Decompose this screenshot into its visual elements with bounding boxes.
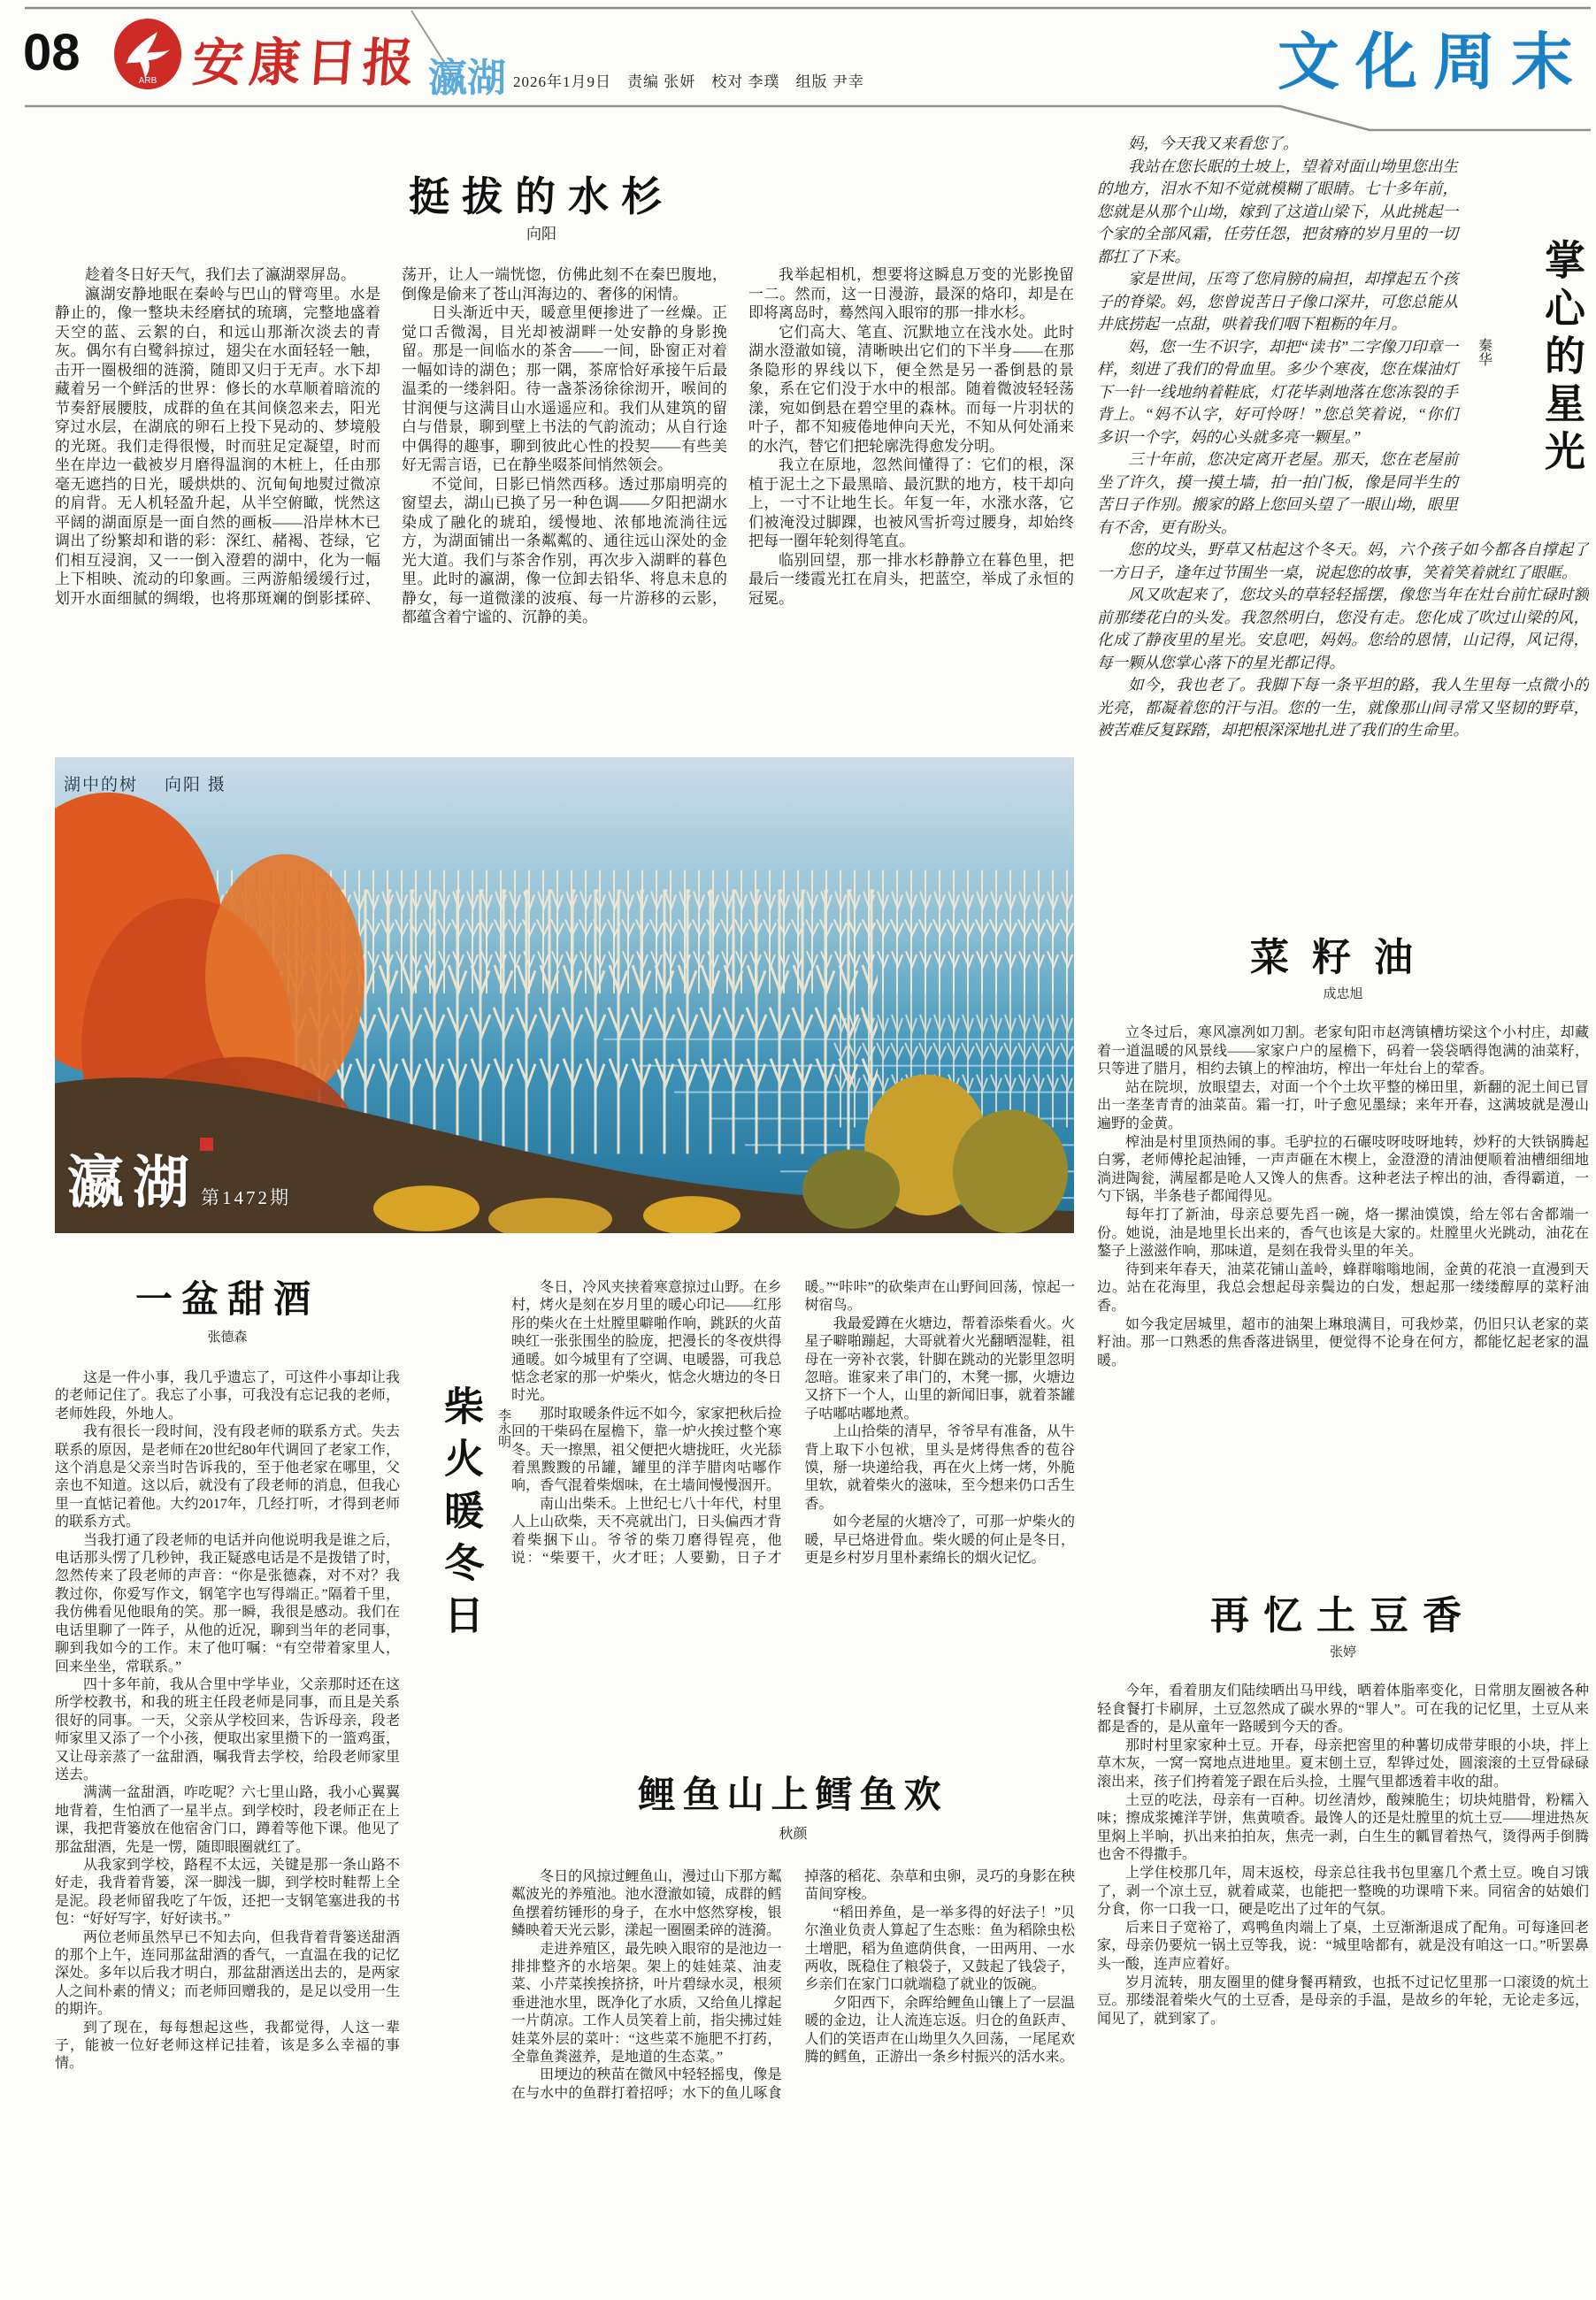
paragraph: 我站在您长眠的土坡上，望着对面山坳里您出生的地方，泪水不知不觉就模糊了眼睛。七十多年前，您就是从那个山坳，嫁到了这道山梁下，从此挑起一个家的全部风霜，任劳任怨，把贫瘠的岁月里的一切都扛了下来。 xyxy=(1097,157,1458,265)
article-author-tudou: 张婷 xyxy=(1329,1645,1356,1660)
paragraph: 田埂边的秧苗在微风中轻轻摇曳，像是在与水中的鱼群打着招呼；水下的鱼儿啄食掉落的稻花、杂草和虫卵，灵巧的身影在秧苗间穿梭。 xyxy=(511,1869,1075,2101)
article-title-shuishan: 挺拔的水杉 xyxy=(409,174,674,219)
paragraph: 每年打了新油，母亲总要先舀一碗，烙一摞油馍馍，给左邻右舍都端一份。她说，油是地里长出来的，香气也该是大家的。灶膛里火光跳动，油花在鏊子上滋滋作响，那味道，是刻在我骨头里的年关。 xyxy=(1097,1207,1589,1260)
paragraph: 如今我定居城里，超市的油架上琳琅满目，可我炒菜，仍旧只认老家的菜籽油。那一口熟悉的焦香落进锅里，便觉得不论身在何方，都能忆起老家的温暖。 xyxy=(1097,1316,1589,1368)
page-number: 08 xyxy=(23,24,81,81)
masthead-name: 安康日报 xyxy=(190,34,421,92)
photo-logo-text: 瀛湖 xyxy=(67,1152,198,1215)
issue-number: 第1472期 xyxy=(201,1187,291,1208)
article-titleblock-zhangxin xyxy=(1458,133,1589,518)
paragraph: 它们高大、笔直、沉默地立在浅水处。此时湖水澄澈如镜，清晰映出它们的下半身——在那条隐形的界线以下，便全然是另一番倒悬的景象，系在它们没于水中的根部。随着微波轻轻荡漾，宛如倒悬在碧空里的森林。而每一片羽状的叶子，都不知疲倦地伸向天光，不知从何处涌来的水汽，替它们把轮廓洗得愈发分明。 xyxy=(748,323,1074,455)
photo-logo-overlay xyxy=(67,1138,213,1219)
section-title: 文化周末 xyxy=(1278,29,1589,97)
paragraph: 妈，您一生不识字，却把“读书”二字像刀印章一样，刻进了我们的骨血里。多少个寒夜，您在煤油灯下一针一线地纳着鞋底，灯花毕剥地落在您冻裂的手背上。“妈不认字，好可怜呀！”您总笑着说，“你们多识一个字，妈的心头就多亮一颗星。” xyxy=(1097,337,1458,446)
header-rule xyxy=(0,97,1596,137)
paragraph: 您的坟头，野草又枯起这个冬天。妈，六个孩子如今都各自撑起了一方日子，逢年过节围坐一桌，说起您的故事，笑着笑着就红了眼眶。 xyxy=(1097,540,1589,581)
top-rule xyxy=(0,0,1596,12)
article-author-liyu: 秋颜 xyxy=(779,1827,808,1842)
logo-monogram: ARB xyxy=(138,76,157,86)
paragraph: 两位老师虽然早已不知去向，但我背着背篓送甜酒的那个上午，连同那盆甜酒的香气，一直温在我的记忆深处。多年以后我才明白，那盆甜酒送出去的，是两家人之间朴素的情义；而老师回赠我的，是足以受用一生的期许。 xyxy=(55,1929,400,2018)
article-body-shuishan xyxy=(55,265,1074,750)
paragraph: 冬日的风掠过鲤鱼山，漫过山下那方粼粼波光的养殖池。池水澄澈如镜，成群的鳕鱼摆着纺锤形的身子，在水中悠然穿梭，银鳞映着天光云影，漾起一圈圈柔碎的涟漪。 xyxy=(511,1869,782,1939)
paragraph: 后来日子宽裕了，鸡鸭鱼肉端上了桌，土豆渐渐退成了配角。可每逢回老家，母亲仍要炕一锅土豆等我，说：“城里啥都有，就是没有咱这一口。”听罢鼻头一酸，连声应着好。 xyxy=(1097,1920,1589,1972)
paragraph: 如今，我也老了。我脚下每一条平坦的路，我人生里每一点微小的光亮，都凝着您的汗与泪。您的一生，就像那山间寻常又坚韧的野草，被苦难反复踩踏，却把根深深地扎进了我们的生命里。 xyxy=(1097,676,1589,739)
red-seal-icon xyxy=(200,1138,213,1151)
paragraph: 到了现在，每每想起这些，我都觉得，人这一辈子，能被一位好老师这样记挂着，该是多么幸福的事情。 xyxy=(55,2020,400,2072)
paragraph: 如今老屋的火塘冷了，可那一炉柴火的暖，早已烙进骨血。柴火暖的何止是冬日，更是乡村岁月里朴素绵长的烟火记忆。 xyxy=(804,1514,1075,1567)
paragraph: 我举起相机，想要将这瞬息万变的光影挽留一二。然而，这一日漫游，最深的烙印，却是在即将离岛时，蓦然闯入眼帘的那一排水杉。 xyxy=(748,266,1074,321)
paragraph: 今年，看着朋友们陆续晒出马甲线，晒着体脂率变化，日常朋友圈被各种轻食餐打卡刷屏，土豆忽然成了碳水界的“罪人”。可在我的记忆里，土豆从来都是香的，是从童年一路暖到今天的香。 xyxy=(1097,1683,1589,1736)
masthead-logo-icon xyxy=(111,18,184,90)
paragraph: 待到来年春天，油菜花铺山盖岭，蜂群嗡嗡地闹，金黄的花浪一直漫到天边。站在花海里，我总会想起母亲鬓边的白发，想起那一缕缕醇厚的菜籽油香。 xyxy=(1097,1261,1589,1314)
paragraph: 夕阳西下，余晖给鲤鱼山镶上了一层温暖的金边，让人流连忘返。归仓的鱼跃声、人们的笑语声在山坳里久久回荡，一尾尾欢腾的鳕鱼，正游出一条乡村振兴的活水来。 xyxy=(804,1995,1075,2066)
paragraph: 我立在原地，忽然间懂得了：它们的根，深植于泥土之下最黑暗、最沉默的地方，枝干却向上，一寸不让地生长。年复一年，水涨水落，它们被淹没过脚踝，也被风雪折弯过腰身，却始终把每一圈年轮刻得笔直。 xyxy=(748,456,1074,549)
paragraph: 土豆的吃法，母亲有一百种。切丝清炒，酸辣脆生；切块炖腊骨，粉糯入味；擦成浆摊洋芋饼，焦黄喷香。最馋人的还是灶膛里的炕土豆——埋进热灰里焖上半晌，扒出来拍拍灰，焦壳一剥，白生生的瓤冒着热气，烫得两手倒腾也舍不得撒手。 xyxy=(1097,1792,1589,1863)
paragraph: 当我打通了段老师的电话并向他说明我是谁之后，电话那头愣了几秒钟，我正疑惑电话是不是拨错了时，忽然传来了段老师的声音：“你是张德森，对不对？我教过你，你爱写作文，钢笔字也写得端正。”隔着千里，我仿佛看见他眼角的笑。那一瞬，我很是感动。我们在电话里聊了一阵子，从他的近况，聊到当年的老同事，聊到我如今的工作。末了他叮嘱：“有空带着家里人，回来坐坐，常联系。” xyxy=(55,1532,400,1675)
article-title-chaihuo: 柴火暖冬日 xyxy=(438,1385,482,1646)
photo-caption-credit: 向阳 摄 xyxy=(165,776,226,794)
article-author-shuishan: 向阳 xyxy=(526,226,556,242)
paragraph: 岁月流转，朋友圈里的健身餐再精致，也抵不过记忆里那一口滚烫的炕土豆。那缕混着柴火气的土豆香，是母亲的手温，是故乡的年轮，无论走多远，闻见了，就到家了。 xyxy=(1097,1974,1589,2027)
paragraph: 不觉间，日影已悄然西移。透过那扇明亮的窗望去，湖山已换了另一种色调——夕阳把湖水染成了融化的琥珀，缓慢地、浓郁地流淌往远方，为湖面铺出一条粼粼的、通往远山深处的金光大道。我们与茶舍作别，再次步入湖畔的暮色里。此时的瀛湖，像一位卸去铅华、将息未息的静女，每一道微漾的波痕、每一片游移的云影，都蕴含着宁谧的、沉静的美。 xyxy=(402,475,727,625)
article-body-liyu xyxy=(511,1868,1075,2284)
date-line: 2026年1月9日 责编 张妍 校对 李璞 组版 尹幸 xyxy=(513,73,864,90)
article-body-chaihuo xyxy=(511,1279,1075,1761)
paragraph: 上山拾柴的清早，爷爷早有准备，从牛背上取下小包袱，里头是烤得焦香的苞谷馍，掰一块递给我，再在火上烤一烤，外脆里软，就着柴火的滋味，至今想来仍口舌生香。 xyxy=(804,1424,1075,1512)
article-title-caiziyou: 菜籽油 xyxy=(1250,936,1436,979)
paragraph: 四十多年前，我从合里中学毕业，父亲那时还在这所学校教书，和我的班主任段老师是同事，而且是关系很好的同事。一天，父亲从学校回来，告诉母亲，段老师家里又添了一个小孩，便取出家里攒下的一篮鸡蛋，又让母亲蒸了一盆甜酒，嘱我背去学校，给段老师家里送去。 xyxy=(55,1676,400,1782)
paragraph: 那时村里家家种土豆。开春，母亲把窖里的种薯切成带芽眼的小块，拌上草木灰，一窝一窝地点进地里。夏末刨土豆，犁铧过处，圆滚滚的土豆骨碌碌滚出来，孩子们挎着笼子跟在后头捡，土腥气里都透着丰收的甜。 xyxy=(1097,1737,1589,1790)
article-author-zhangxin: 秦华 xyxy=(1476,338,1492,366)
paragraph: 立冬过后，寒风凛冽如刀割。老家旬阳市赵湾镇槽坊梁这个小村庄，却藏着一道温暖的风景线——家家户户的屋檐下，码着一袋袋晒得饱满的油菜籽，只等进了腊月，相约去镇上的榨油坊，榨出一年灶台上的荤香。 xyxy=(1097,1025,1589,1077)
paragraph: 上学住校那几年，周末返校，母亲总往我书包里塞几个煮土豆。晚自习饿了，剥一个凉土豆，就着咸菜，也能把一整晚的功课啃下来。同宿舍的姑娘们分食，你一口我一口，硬是吃出了过年的气氛。 xyxy=(1097,1865,1589,1918)
paragraph: 临别回望，那一排水杉静静立在暮色里，把最后一缕霞光扛在肩头，把蓝空，举成了永恒的冠冕。 xyxy=(748,551,1074,607)
article-body-zhangxin xyxy=(1097,133,1589,883)
article-body-caiziyou xyxy=(1097,1024,1589,1530)
paragraph: 风又吹起来了，您坟头的草轻轻摇摆，像您当年在灶台前忙碌时额前那缕花白的头发。我忽然明白，您没有走。您化成了吹过山梁的风，化成了静夜里的星光。安息吧，妈妈。您给的恩情，山记得，风记得，每一颗从您掌心落下的星光都记得。 xyxy=(1097,586,1589,671)
paragraph: “稻田养鱼，是一举多得的好法子！”贝尔渔业负责人算起了生态账：鱼为稻除虫松土增肥，稻为鱼遮荫供食，一田两用、一水两收，既稳住了粮袋子，又鼓起了钱袋子，乡亲们在家门口就端稳了就业的饭碗。 xyxy=(804,1905,1075,1993)
article-author-tianjiu: 张德森 xyxy=(207,1330,248,1345)
article-body-tianjiu xyxy=(55,1369,400,2282)
paragraph: 南山出柴禾。上世纪七八十年代，村里人上山砍柴，天不亮就出门，日头偏西才背着柴捆下山。爷爷的柴刀磨得锃亮，他说：“柴要干，火才旺；人要勤，日子才暖。”“咔咔”的砍柴声在山野间回荡，惊起一树宿鸟。 xyxy=(511,1280,1075,1567)
paragraph: 三十年前，您决定离开老屋。那天，您在老屋前坐了许久，摸一摸土墙，拍一拍门板，像是同半生的苦日子作别。搬家的路上您回头望了一眼山坳，眼里有不舍，更有盼头。 xyxy=(1097,450,1458,536)
article-author-caiziyou: 成忠旭 xyxy=(1323,987,1363,1001)
paragraph: 走进养殖区，最先映入眼帘的是池边一排排整齐的水培架。架上的娃娃菜、油麦菜、小芹菜挨挨挤挤，叶片碧绿水灵，根须垂进池水里，既净化了水质，又给鱼儿撑起一片荫凉。工作人员笑着上前，指尖拂过娃娃菜外层的菜叶：“这些菜不施肥不打药，全靠鱼粪滋养，是地道的生态菜。” xyxy=(511,1941,782,2066)
paragraph: 瀛湖安静地眠在秦岭与巴山的臂弯里。水是静止的，像一整块未经磨拭的琉璃，完整地盛着天空的蓝、云絮的白，和远山那渐次淡去的青灰。偶尔有白鹭斜掠过，翅尖在水面轻轻一触，击开一圈极细的涟漪，随即又归于无声。水下却藏着另一个鲜活的世界：修长的水草顺着暗流的节奏舒展腰肢，成群的鱼在其间倏忽来去，阳光穿过水层，在湖底的卵石上投下晃动的、梦境般的光斑。我们走得很慢，时而驻足定凝望，时而坐在岸边一截被岁月磨得温润的木桩上，任由那毫无遮挡的日光，暖烘烘的、沉甸甸地熨过微凉的肩背。无人机轻盈升起，从半空俯瞰，恍然这平阔的湖面原是一面自然的画板——沿岸林木已调出了纷繁却和谐的彩：深红、赭褐、苍绿，它们相互浸润，又一一倒入澄碧的湖中，化为一幅上下相映、流动的印象画。三两游船缓缓行过，划开水面细腻的绸缎，也将那斑斓的倒影揉碎、荡开，让人一端恍惚，仿佛此刻不在秦巴腹地，倒像是偷来了苍山洱海边的、奢侈的闲情。 xyxy=(55,266,727,607)
photo-caption-title: 湖中的树 xyxy=(64,776,139,794)
paragraph: 家是世间，压弯了您肩膀的扁担，却撑起五个孩子的脊梁。妈，您曾说苦日子像口深井，可您总能从井底捞起一点甜，哄着我们咽下粗粝的年月。 xyxy=(1097,270,1458,333)
paragraph: 从我家到学校，路程不太远，关键是那一条山路不好走，我背着背篓，深一脚浅一脚，到学校时鞋帮上全是泥。段老师留我吃了午饭，还把一支钢笔塞进我的书包：“好好写字，好好读书。” xyxy=(55,1857,400,1928)
paragraph: 日头渐近中天，暖意里便掺进了一丝燥。正觉口舌微渴，目光却被湖畔一处安静的身影挽留。那是一间临水的茶舍——一间，卧窗正对着一幅如诗的湖色；那一隅，茶席恰好承接午后最温柔的一缕斜阳。待一盏茶汤徐徐沏开，喉间的甘润便与这满目山水遥遥应和。我们从建筑的留白与借景，聊到壁上书法的气韵流动；从自行途中偶得的趣事，聊到彼此心性的投契——有些美好无需言语，已在静坐啜茶间悄然领会。 xyxy=(402,304,727,473)
article-titleblock-chaihuo xyxy=(432,1385,508,1714)
paragraph: 站在院坝，放眼望去，对面一个个土坎平整的梯田里，新翻的泥土间已冒出一垄垄青青的油菜苗。霜一打，叶子愈见墨绿；来年开春，这满坡就是漫山遍野的金黄。 xyxy=(1097,1079,1589,1131)
article-title-liyu: 鲤鱼山上鳕鱼欢 xyxy=(638,1774,948,1815)
paragraph: 妈，今天我又来看您了。 xyxy=(1128,134,1299,152)
paragraph: 满满一盆甜酒，咋吃呢？六七里山路，我小心翼翼地背着，生怕洒了一星半点。到学校时，段老师正在上课，我把背篓放在他宿舍门口，蹲着等他下课。他见了那盆甜酒，先是一愣，随即眼圈就红了。 xyxy=(55,1785,400,1855)
lake-photo xyxy=(55,757,1074,1233)
paragraph: 趁着冬日好天气，我们去了瀛湖翠屏岛。 xyxy=(85,266,356,283)
photo-caption xyxy=(64,771,226,795)
paragraph: 冬日，冷风夹挟着寒意掠过山野。在乡村，烤火是刻在岁月里的暖心印记——红彤彤的柴火在土灶膛里噼啪作响，跳跃的火苗映红一张张围坐的脸庞，把漫长的冬夜烘得通暖。如今城里有了空调、电暖器，可我总惦念老家的那一炉柴火，惦念火塘边的冬日时光。 xyxy=(511,1280,782,1404)
article-title-zhangxin: 掌心的星光 xyxy=(1539,239,1584,478)
section-badge: 瀛湖 xyxy=(428,57,506,100)
article-body-tudou xyxy=(1097,1683,1589,2286)
paragraph: 我有很长一段时间，没有段老师的联系方式。失去联系的原因，是老师在20世纪80年代调回了老家工作，这个消息是父亲当时告诉我的，至于他老家在哪里，父亲也不知道。这以后，就没有了段老师的消息，但我心里一直惦记着他。大约2017年，几经打听，才得到老师的联系方式。 xyxy=(55,1424,400,1530)
article-title-tianjiu: 一盆甜酒 xyxy=(134,1280,319,1321)
paragraph: 这是一件小事，我几乎遗忘了，可这件小事却让我的老师记住了。我忘了小事，可我没有忘记我的老师，老师姓段，外地人。 xyxy=(55,1370,400,1422)
article-title-tudou: 再忆土豆香 xyxy=(1210,1594,1476,1637)
article-author-chaihuo: 李永明 xyxy=(496,1408,510,1448)
paragraph: 那时取暖条件远不如今，家家把秋后捡回的干柴码在屋檐下，靠一炉火挨过整个寒冬。天一擦黑，祖父便把火塘拢旺，火光舔着黑黢黢的吊罐，罐里的洋芋腊肉咕嘟作响，香气混着柴烟味，在土墙间慢慢洇开。 xyxy=(511,1406,782,1494)
paragraph: 我最爱蹲在火塘边，帮着添柴看火。火星子噼啪蹦起，大哥就着火光翻晒湿鞋，祖母在一旁补衣裳，针脚在跳动的光影里忽明忽暗。谁家来了串门的，木凳一挪，火塘边又挤下一个人，山里的新闻旧事，就着茶罐子咕嘟咕嘟地煮。 xyxy=(804,1315,1075,1422)
paragraph: 榨油是村里顶热闹的事。毛驴拉的石碾吱呀吱呀地转，炒籽的大铁锅腾起白雾，老师傅抡起油锤，一声声砸在木楔上，金澄澄的清油便顺着油槽细细地淌进陶瓮，满屋都是呛人又馋人的焦香。这种老法子榨出的油，香得霸道，一勺下锅，半条巷子都闻得见。 xyxy=(1097,1134,1589,1205)
